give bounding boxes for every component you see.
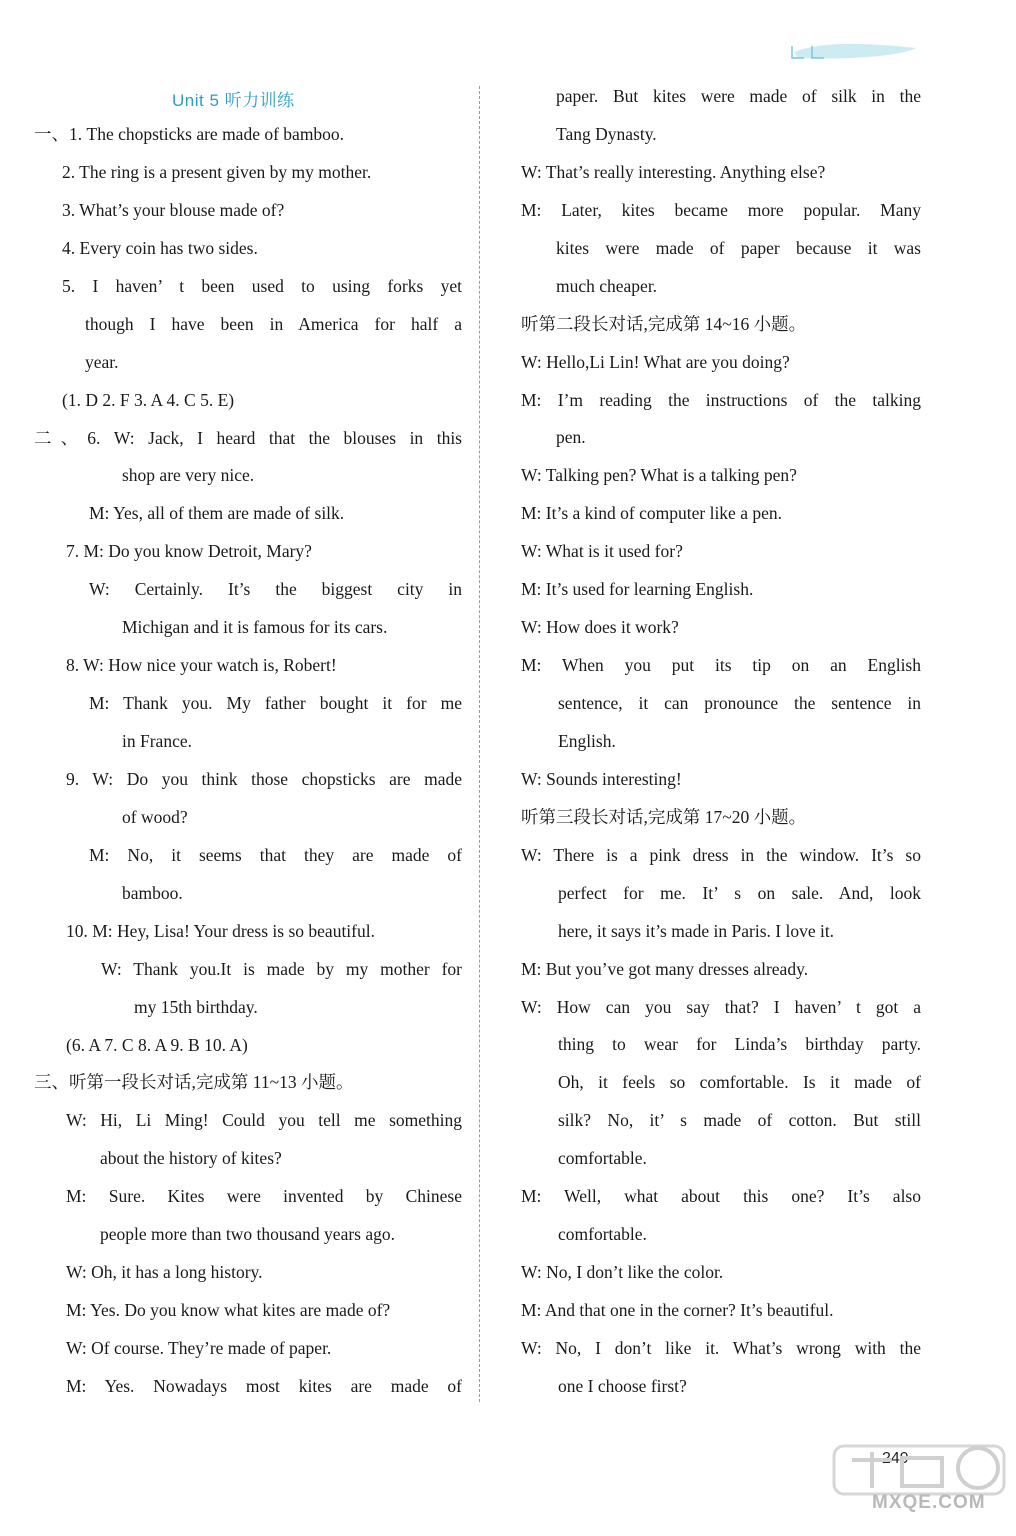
left-text-line: 3. What’s your blouse made of? xyxy=(62,199,285,220)
left-text-line: 4. Every coin has two sides. xyxy=(62,237,258,258)
right-text-line: English. xyxy=(558,730,616,751)
left-text-line: W: Certainly. It’s the biggest city in xyxy=(89,579,462,600)
right-text-line: W: That’s really interesting. Anything else? xyxy=(521,161,826,182)
left-text-line: M: Thank you. My father bought it for me xyxy=(89,693,462,714)
left-text-line: M: Yes. Nowadays most kites are made of xyxy=(66,1375,462,1396)
right-text-line: W: What is it used for? xyxy=(521,541,683,562)
left-text-line: my 15th birthday. xyxy=(134,996,258,1017)
decorative-brush-stroke xyxy=(790,38,920,64)
left-text-line: W: Oh, it has a long history. xyxy=(66,1262,263,1283)
left-text-line: Michigan and it is famous for its cars. xyxy=(122,617,388,638)
left-text-line: 5. I haven’ t been used to using forks yet xyxy=(62,275,462,296)
left-text-line: though I have been in America for half a xyxy=(85,313,462,334)
left-text-line: shop are very nice. xyxy=(122,465,255,486)
right-text-line: comfortable. xyxy=(558,1148,647,1169)
right-text-line: M: Later, kites became more popular. Many xyxy=(521,199,921,220)
right-text-line: W: How does it work? xyxy=(521,617,679,638)
left-text-line: M: Yes, all of them are made of silk. xyxy=(89,503,345,524)
right-text-line: M: When you put its tip on an English xyxy=(521,655,921,676)
right-text-line: W: Sounds interesting! xyxy=(521,768,682,789)
left-text-line: W: Thank you.It is made by my mother for xyxy=(101,958,462,979)
column-divider xyxy=(479,86,480,1402)
left-text-line: bamboo. xyxy=(122,882,183,903)
left-column xyxy=(34,116,462,1406)
left-text-line: (1. D 2. F 3. A 4. C 5. E) xyxy=(62,389,235,410)
right-text-line: silk? No, it’ s made of cotton. But still xyxy=(558,1110,921,1131)
right-column xyxy=(521,78,921,1406)
left-text-line: in France. xyxy=(122,731,192,751)
left-text-line: W: Hi, Li Ming! Could you tell me something xyxy=(66,1110,462,1131)
left-text-line: M: No, it seems that they are made of xyxy=(89,844,462,865)
right-text-line: Oh, it feels so comfortable. Is it made of xyxy=(558,1072,921,1093)
watermark-text: MXQE.COM xyxy=(872,1492,986,1513)
page-title: Unit 5 听力训练 xyxy=(172,91,295,110)
left-text-line: 2. The ring is a present given by my mother. xyxy=(62,161,372,182)
left-text-line: 一、1. The chopsticks are made of bamboo. xyxy=(34,124,345,144)
right-text-line: paper. But kites were made of silk in the xyxy=(556,86,921,106)
right-text-line: 听第二段长对话,完成第 14~16 小题。 xyxy=(521,313,807,334)
left-text-line: (6. A 7. C 8. A 9. B 10. A) xyxy=(66,1034,248,1055)
right-text-line: sentence, it can pronounce the sentence in xyxy=(558,693,921,713)
right-text-line: M: Well, what about this one? It’s also xyxy=(521,1186,921,1207)
right-text-line: W: Hello,Li Lin! What are you doing? xyxy=(521,351,790,372)
right-text-line: M: And that one in the corner? It’s beautiful. xyxy=(521,1300,834,1320)
right-text-line: M: But you’ve got many dresses already. xyxy=(521,958,809,979)
left-text-line: M: Sure. Kites were invented by Chinese xyxy=(66,1186,462,1207)
right-text-line: one I choose first? xyxy=(558,1375,687,1396)
left-text-line: of wood? xyxy=(122,806,188,827)
left-text-line: M: Yes. Do you know what kites are made of? xyxy=(66,1300,391,1321)
left-text-line: about the history of kites? xyxy=(100,1148,282,1169)
left-text-line: 9. W: Do you think those chopsticks are made xyxy=(66,768,462,789)
left-text-line: people more than two thousand years ago. xyxy=(100,1224,395,1245)
watermark-logo xyxy=(832,1438,1010,1533)
right-text-line: 听第三段长对话,完成第 17~20 小题。 xyxy=(521,806,807,827)
right-text-line: W: There is a pink dress in the window. It’s so xyxy=(521,844,921,865)
left-text-line: 10. M: Hey, Lisa! Your dress is so beautiful. xyxy=(66,920,375,941)
right-text-line: perfect for me. It’ s on sale. And, look xyxy=(558,882,921,903)
left-text-line: 二、6. W: Jack, I heard that the blouses in this xyxy=(34,427,462,448)
right-text-line: thing to wear for Linda’s birthday party. xyxy=(558,1034,921,1055)
left-text-line: 三、听第一段长对话,完成第 11~13 小题。 xyxy=(34,1072,354,1093)
right-text-line: Tang Dynasty. xyxy=(556,123,657,144)
right-text-line: W: Talking pen? What is a talking pen? xyxy=(521,465,797,486)
right-text-line: comfortable. xyxy=(558,1224,647,1245)
right-text-line: pen. xyxy=(556,427,586,448)
right-text-line: W: No, I don’t like the color. xyxy=(521,1262,724,1283)
right-text-line: much cheaper. xyxy=(556,275,658,296)
left-text-line: W: Of course. They’re made of paper. xyxy=(66,1338,332,1358)
right-text-line: W: No, I don’t like it. What’s wrong with the xyxy=(521,1337,921,1358)
left-text-line: 7. M: Do you know Detroit, Mary? xyxy=(66,541,312,562)
right-text-line: M: It’s used for learning English. xyxy=(521,579,754,600)
right-text-line: M: It’s a kind of computer like a pen. xyxy=(521,503,782,524)
page-number: 249 xyxy=(882,1450,909,1467)
right-text-line: kites were made of paper because it was xyxy=(556,237,921,258)
right-text-line: W: How can you say that? I haven’ t got a xyxy=(521,996,921,1017)
left-text-line: year. xyxy=(85,351,119,372)
left-text-line: 8. W: How nice your watch is, Robert! xyxy=(66,655,337,676)
right-text-line: here, it says it’s made in Paris. I love it. xyxy=(558,920,835,941)
right-text-line: M: I’m reading the instructions of the talking xyxy=(521,389,921,410)
